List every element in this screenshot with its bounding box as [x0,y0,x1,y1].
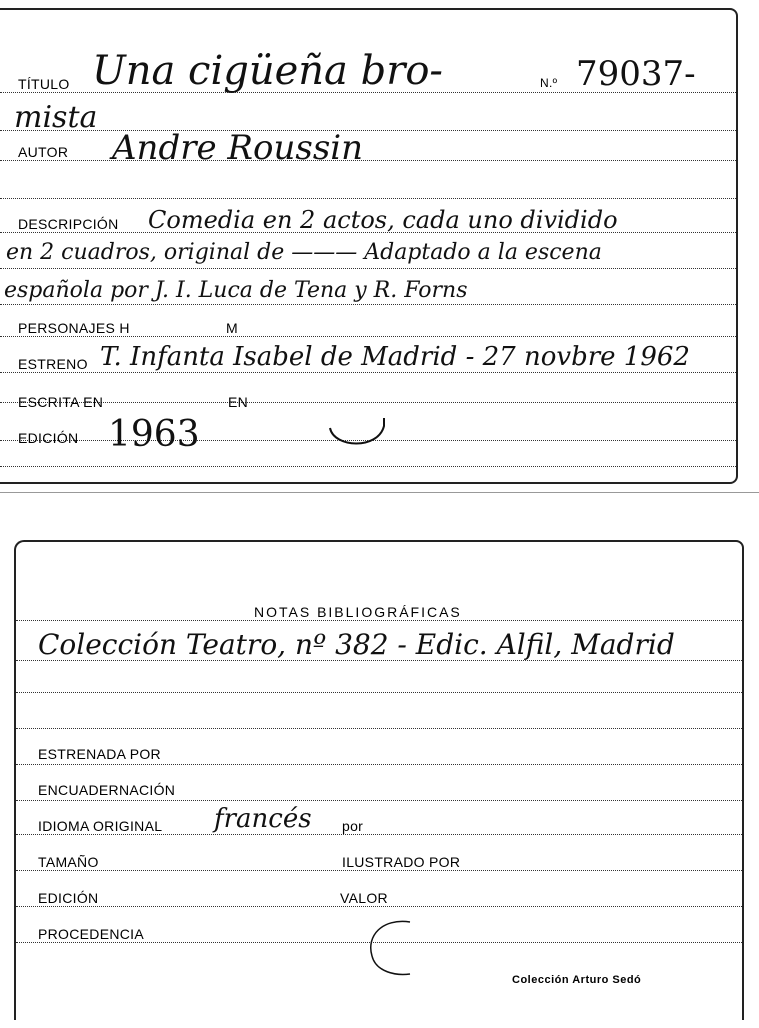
numero-label: N.º [540,76,558,90]
row-line [16,834,742,835]
row-line [0,198,736,199]
estreno-value: T. Infanta Isabel de Madrid - 27 novbre 1962 [100,342,690,372]
estreno-label: ESTRENO [18,356,88,372]
punch-hole-mark [362,916,432,986]
card-separator [0,492,759,493]
row-line [0,268,736,269]
idioma-value: francés [214,804,312,834]
escrita-label: ESCRITA EN [18,394,104,410]
estrenada-label: ESTRENADA POR [38,746,161,762]
autor-label: AUTOR [18,144,69,160]
edicion-label-bottom: EDICIÓN [38,890,99,906]
titulo-value-cont: mista [14,100,98,135]
valor-label: VALOR [340,890,388,906]
descripcion-line2: en 2 cuadros, original de ——— Adaptado a la escena [6,240,602,265]
personajes-label: PERSONAJES H [18,320,130,336]
personajes-m-label: M [226,320,238,336]
encuadernacion-label: ENCUADERNACIÓN [38,782,176,798]
tamano-label: TAMAÑO [38,854,99,870]
row-line [16,870,742,871]
collection-footer: Colección Arturo Sedó [512,974,642,986]
titulo-value: Una cigüeña bro- [92,48,443,94]
numero-value: 79037- [576,54,696,94]
en-label: EN [228,394,249,410]
row-line [16,800,742,801]
ilustrado-label: ILUSTRADO POR [342,854,461,870]
row-line [16,620,742,621]
descripcion-line1: Comedia en 2 actos, cada uno dividido [148,206,618,234]
edicion-label: EDICIÓN [18,430,79,446]
notas-value: Colección Teatro, nº 382 - Edic. Alfil, Madrid [38,628,675,661]
autor-value: Andre Roussin [112,128,364,168]
procedencia-label: PROCEDENCIA [38,926,144,942]
catalog-card-top [0,8,738,484]
punch-hole-mark [326,414,390,454]
row-line [0,336,736,337]
descripcion-label: DESCRIPCIÓN [18,216,119,232]
por-label: por [342,818,364,834]
row-line [0,304,736,305]
row-line [0,130,736,131]
idioma-label: IDIOMA ORIGINAL [38,818,163,834]
row-line [16,728,742,729]
edicion-value: 1963 [108,414,200,455]
row-line [16,906,742,907]
row-line [0,402,736,403]
catalog-card-bottom [14,540,744,1020]
notas-heading: NOTAS BIBLIOGRÁFICAS [254,604,462,620]
descripcion-line3: española por J. I. Luca de Tena y R. Forns [4,278,468,303]
row-line [0,466,736,467]
row-line [0,160,736,161]
titulo-label: TÍTULO [18,76,70,92]
row-line [0,372,736,373]
row-line [16,764,742,765]
row-line [16,692,742,693]
